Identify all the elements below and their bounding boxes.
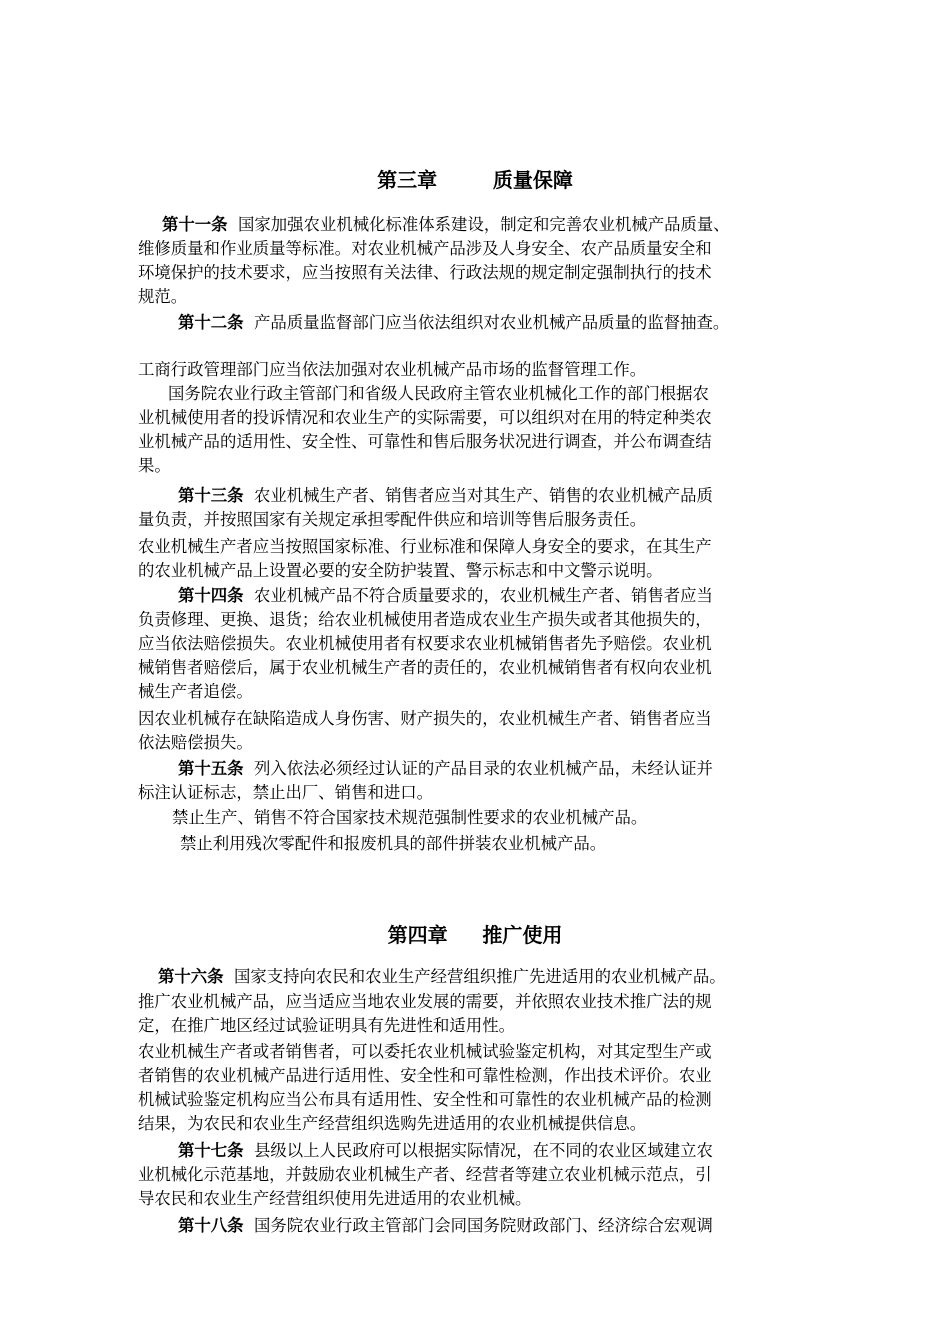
line-text: 结果，为农民和农业生产经营组织选购先进适用的农业机械提供信息。 [138, 1114, 647, 1133]
line-text: 维修质量和作业质量等标准。对农业机械产品涉及人身安全、农产品质量安全和 [138, 239, 712, 258]
text-line [138, 1088, 712, 1112]
line-text: 规范。 [138, 287, 188, 306]
line-text: 产品质量监督部门应当依法组织对农业机械产品质量的监督抽查。 [243, 313, 730, 332]
line-text: 者销售的农业机械产品进行适用性、安全性和可靠性检测，作出技术评价。农业 [138, 1066, 712, 1085]
text-line [138, 1064, 712, 1088]
article-number: 第十四条 [178, 586, 244, 605]
line-text: 械销售者赔偿后，属于农业机械生产者的责任的，农业机械销售者有权向农业机 [138, 658, 712, 677]
line-text: 定，在推广地区经过试验证明具有先进性和适用性。 [138, 1016, 515, 1035]
text-line [138, 237, 712, 261]
line-text: 工商行政管理部门应当依法加强对农业机械产品市场的监督管理工作。 [138, 360, 647, 379]
text-line [138, 1112, 646, 1136]
text-line [138, 731, 253, 755]
article-number: 第十五条 [178, 759, 244, 778]
text-line [172, 806, 647, 830]
text-line [138, 508, 646, 532]
line-text: 国务院农业行政主管部门和省级人民政府主管农业机械化工作的部门根据农 [168, 384, 709, 403]
text-line [138, 285, 187, 309]
text-line [138, 781, 433, 805]
line-text: 业机械使用者的投诉情况和农业生产的实际需要，可以组织对在用的特定种类农 [138, 408, 712, 427]
line-text: 农业机械产品不符合质量要求的，农业机械生产者、销售者应当 [243, 586, 713, 605]
text-line [178, 311, 729, 335]
article-number: 第十二条 [178, 313, 244, 332]
line-text: 果。 [138, 456, 171, 475]
text-line [138, 656, 712, 680]
line-text: 械生产者追偿。 [138, 682, 253, 701]
text-line [178, 1214, 713, 1238]
article-number: 第十六条 [158, 967, 224, 986]
text-line [168, 382, 709, 406]
text-line [138, 1187, 531, 1211]
text-line [162, 213, 730, 237]
text-line [138, 559, 663, 583]
text-line [180, 832, 606, 856]
line-text: 推广农业机械产品，应当适应当地农业发展的需要，并依照农业技术推广法的规 [138, 992, 712, 1011]
text-line [138, 1040, 712, 1064]
line-text: 导农民和农业生产经营组织使用先进适用的农业机械。 [138, 1189, 532, 1208]
line-text: 的农业机械产品上设置必要的安全防护装置、警示标志和中文警示说明。 [138, 561, 663, 580]
line-text: 国务院农业行政主管部门会同国务院财政部门、经济综合宏观调 [243, 1216, 713, 1235]
article-number: 第十三条 [178, 486, 244, 505]
line-text: 负责修理、更换、退货；给农业机械使用者造成农业生产损失或者其他损失的， [138, 610, 712, 629]
text-line [138, 608, 712, 632]
article-number: 第十七条 [178, 1141, 244, 1160]
line-text: 国家加强农业机械化标准体系建设，制定和完善农业机械产品质量、 [227, 215, 730, 234]
text-line [138, 632, 712, 656]
line-text: 量负责，并按照国家有关规定承担零配件供应和培训等售后服务责任。 [138, 510, 647, 529]
line-text: 业机械产品的适用性、安全性、可靠性和售后服务状况进行调查，并公布调查结 [138, 432, 712, 451]
line-text: 因农业机械存在缺陷造成人身伤害、财产损失的，农业机械生产者、销售者应当 [138, 709, 712, 728]
line-text: 禁止利用残次零配件和报废机具的部件拼装农业机械产品。 [180, 834, 607, 853]
chapter-4-heading: 第四章 推广使用 [387, 923, 563, 947]
text-line [138, 990, 712, 1014]
text-line [158, 965, 726, 989]
line-text: 业机械化示范基地，并鼓励农业机械生产者、经营者等建立农业机械示范点，引 [138, 1165, 712, 1184]
text-line [138, 454, 171, 478]
line-text: 农业机械生产者或者销售者，可以委托农业机械试验鉴定机构，对其定型生产或 [138, 1042, 712, 1061]
article-number: 第十一条 [162, 215, 228, 234]
line-text: 列入依法必须经过认证的产品目录的农业机械产品，未经认证并 [243, 759, 713, 778]
article-number: 第十八条 [178, 1216, 244, 1235]
text-line [138, 1014, 515, 1038]
text-line [138, 406, 712, 430]
line-text: 依法赔偿损失。 [138, 733, 253, 752]
text-line [138, 707, 712, 731]
line-text: 标注认证标志，禁止出厂、销售和进口。 [138, 783, 434, 802]
text-line [178, 1139, 713, 1163]
line-text: 县级以上人民政府可以根据实际情况，在不同的农业区域建立农 [243, 1141, 713, 1160]
text-line [138, 535, 712, 559]
text-line [138, 680, 253, 704]
text-line [178, 757, 713, 781]
line-text: 农业机械生产者、销售者应当对其生产、销售的农业机械产品质 [243, 486, 713, 505]
text-line [178, 484, 713, 508]
text-line [138, 261, 712, 285]
text-line [178, 584, 713, 608]
line-text: 农业机械生产者应当按照国家标准、行业标准和保障人身安全的要求，在其生产 [138, 537, 712, 556]
chapter-3-heading: 第三章 质量保障 [377, 168, 573, 192]
text-line [138, 430, 712, 454]
line-text: 应当依法赔偿损失。农业机械使用者有权要求农业机械销售者先予赔偿。农业机 [138, 634, 712, 653]
line-text: 国家支持向农民和农业生产经营组织推广先进适用的农业机械产品。 [223, 967, 726, 986]
line-text: 禁止生产、销售不符合国家技术规范强制性要求的农业机械产品。 [172, 808, 648, 827]
text-line [138, 358, 646, 382]
line-text: 环境保护的技术要求，应当按照有关法律、行政法规的规定制定强制执行的技术 [138, 263, 712, 282]
line-text: 机械试验鉴定机构应当公布具有适用性、安全性和可靠性的农业机械产品的检测 [138, 1090, 712, 1109]
text-line [138, 1163, 712, 1187]
